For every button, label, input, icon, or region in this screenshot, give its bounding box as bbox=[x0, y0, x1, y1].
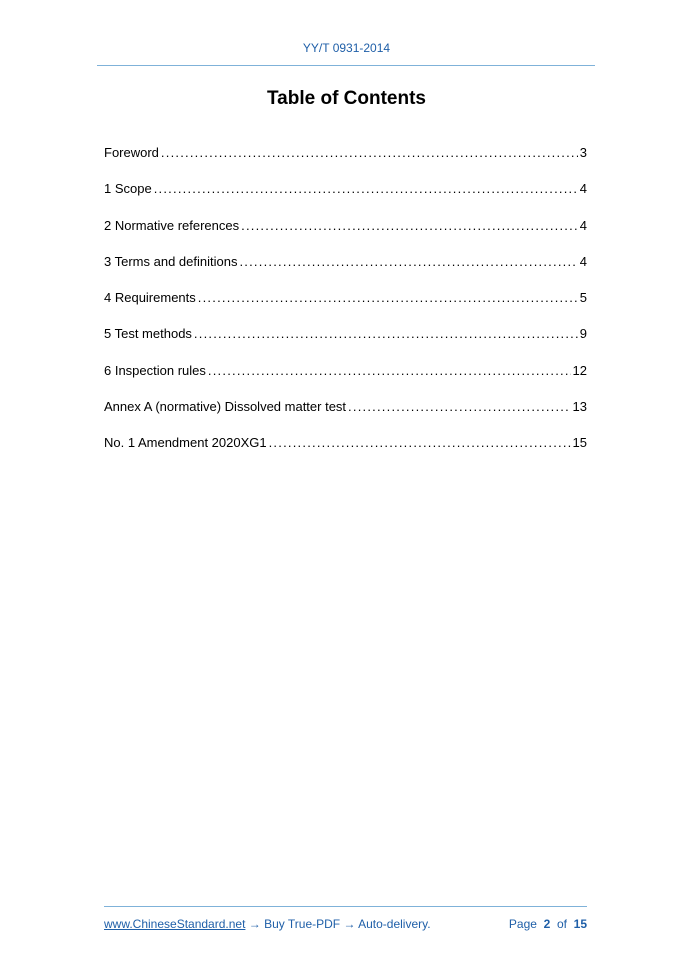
toc-dot-leader bbox=[161, 144, 578, 162]
toc-entry-inspection-rules[interactable] bbox=[104, 362, 587, 398]
current-page-number: 2 bbox=[543, 917, 551, 931]
page-title: Table of Contents bbox=[266, 88, 427, 109]
toc-dot-leader bbox=[348, 398, 570, 416]
toc-entry-page: 4 bbox=[579, 253, 587, 269]
footer-promo bbox=[104, 917, 431, 931]
toc-dot-leader bbox=[269, 434, 571, 452]
toc-entry-label: Annex A (normative) Dissolved matter test bbox=[104, 399, 347, 415]
toc-list bbox=[104, 144, 587, 471]
toc-dot-leader bbox=[154, 180, 578, 198]
toc-dot-leader bbox=[208, 362, 571, 380]
toc-entry-page: 3 bbox=[579, 145, 587, 160]
toc-dot-leader bbox=[198, 289, 578, 307]
toc-entry-normative-references[interactable] bbox=[104, 217, 587, 253]
page-indicator bbox=[509, 917, 587, 931]
toc-entry-label: 2 Normative references bbox=[104, 217, 240, 233]
toc-entry-label: No. 1 Amendment 2020XG1 bbox=[104, 435, 267, 451]
toc-entry-page: 9 bbox=[579, 326, 587, 342]
page-footer bbox=[104, 917, 587, 931]
page-word: Page bbox=[508, 917, 537, 931]
document-code: YY/T 0931-2014 bbox=[302, 41, 391, 55]
toc-entry-label: 5 Test methods bbox=[104, 326, 192, 342]
toc-entry-terms-definitions[interactable] bbox=[104, 253, 587, 289]
toc-dot-leader bbox=[194, 325, 578, 343]
of-word: of bbox=[556, 917, 567, 931]
toc-entry-page: 12 bbox=[572, 362, 587, 378]
toc-entry-label: 1 Scope bbox=[104, 181, 152, 197]
toc-entry-label: 3 Terms and definitions bbox=[104, 253, 238, 269]
toc-entry-page: 13 bbox=[572, 399, 587, 415]
toc-entry-annex-a[interactable] bbox=[104, 398, 587, 434]
footer-divider bbox=[104, 906, 587, 907]
toc-entry-label: Foreword bbox=[104, 145, 159, 160]
toc-entry-label: 4 Requirements bbox=[104, 290, 196, 306]
toc-entry-test-methods[interactable] bbox=[104, 325, 587, 361]
toc-dot-leader bbox=[239, 253, 577, 271]
toc-entry-page: 4 bbox=[579, 181, 587, 197]
footer-promo-text: → Buy True-PDF → Auto-delivery. bbox=[245, 917, 431, 931]
total-pages-number: 15 bbox=[573, 917, 587, 931]
toc-entry-page: 5 bbox=[579, 290, 587, 306]
website-link[interactable]: www.ChineseStandard.net bbox=[104, 917, 246, 931]
toc-dot-leader bbox=[241, 217, 578, 235]
toc-entry-requirements[interactable] bbox=[104, 289, 587, 325]
toc-entry-amendment[interactable] bbox=[104, 434, 587, 470]
toc-entry-scope[interactable] bbox=[104, 180, 587, 216]
toc-entry-label: 6 Inspection rules bbox=[104, 362, 206, 378]
toc-entry-page: 4 bbox=[579, 217, 587, 233]
toc-entry-foreword[interactable] bbox=[104, 144, 587, 180]
header-divider bbox=[97, 65, 595, 66]
toc-entry-page: 15 bbox=[572, 435, 587, 451]
